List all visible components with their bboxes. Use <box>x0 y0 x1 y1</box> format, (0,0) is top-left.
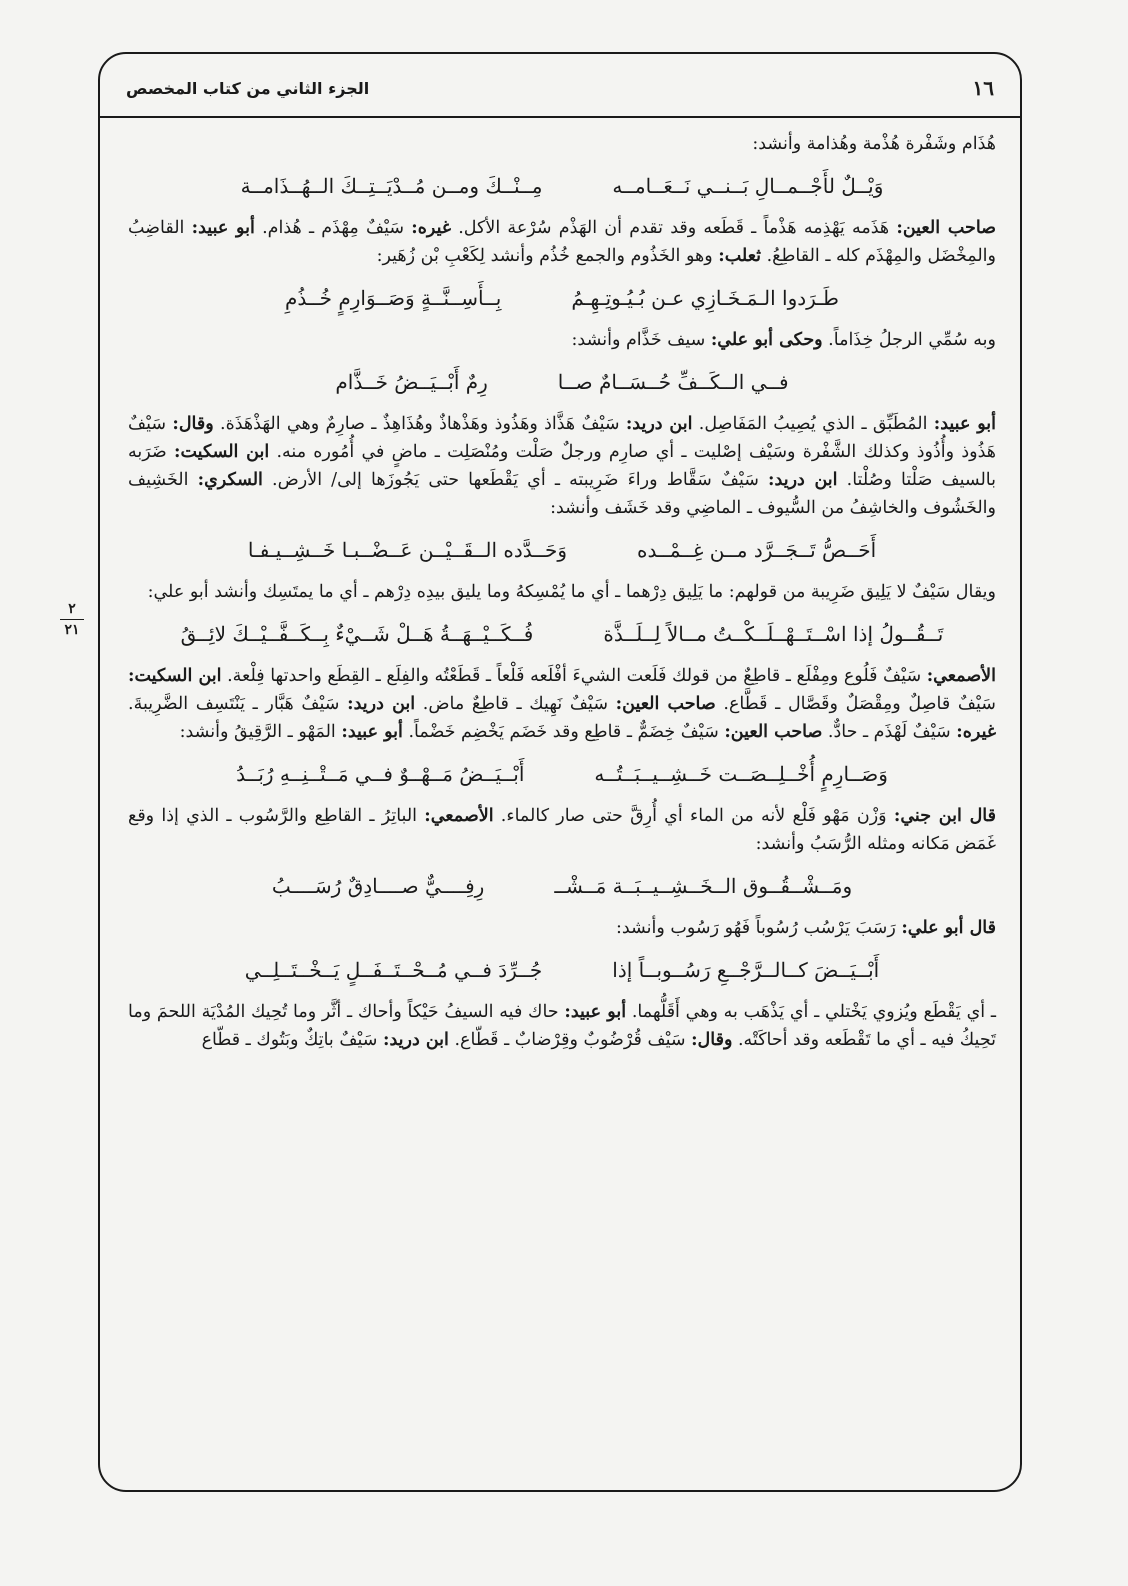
source-name: ابن السكيت: <box>127 666 222 686</box>
paragraph <box>128 214 996 270</box>
text-run: القاضِبُ والمِخْضَل والمِهْذَم كله ـ القاطِعُ. <box>128 218 996 266</box>
paragraph <box>128 802 996 858</box>
text-run: المُطَبِّق ـ الذي يُصِيبُ المَفَاصِل. <box>692 414 934 434</box>
header-rule <box>98 116 1022 118</box>
verse-line <box>128 620 996 648</box>
paragraph <box>128 130 996 158</box>
verse-line <box>128 872 996 900</box>
verse-line <box>128 368 996 396</box>
text-run: وَزْن مَهْو فَلْع لأنه من الماء أي أُرِقَّ حتى صار كالماء. <box>493 806 894 826</box>
hemistich-right: أَحَــصُّ تَــجَــرَّد مــن غِــمْــده <box>637 538 877 562</box>
text-run: وهو الخَذُوم والجمع خُذُم وأنشد لِكَعْبِ بْن زُهَير: <box>376 246 719 266</box>
text-run: المَهْو ـ الرَّقِيقُ وأنشد: <box>179 722 342 742</box>
source-name: وحكى أبو علي: <box>710 330 823 350</box>
source-name: ابن السكيت: <box>174 442 270 462</box>
source-name: الأصمعي: <box>926 666 996 686</box>
margin-ref-top: ٢ <box>68 601 76 617</box>
verse-line <box>128 956 996 984</box>
running-title: الجزء الثاني من كتاب المخصص <box>126 78 370 98</box>
hemistich-right: تَــقُــولُ إذا اسْــتَــهْــلَــكْــتُ مــالاً لِــلَــذَّة <box>603 622 944 646</box>
verse-line <box>128 172 996 200</box>
text-run: الخَشِيف والخَشُوف والخاشِفُ من السُّيوف ـ الماضِي وقد خَشَف وأنشد: <box>128 470 996 518</box>
hemistich-left: أَبْــيَــضُ مَــهْــوٌ فــي مَــتْــنِــهِ رُبَــدُ <box>236 762 525 786</box>
hemistich-left: رِمٌ أَبْــيَــضُ خَــذَّام <box>335 370 488 394</box>
source-name: قال ابن جني: <box>893 806 997 826</box>
source-name: ابن دريد: <box>383 1030 449 1050</box>
hemistich-right: وَيْــلٌ لأَجْــمــالِ بَــنــي نَــعَــامــه <box>612 174 884 198</box>
source-name: أبو عبيد: <box>564 1002 627 1022</box>
source-name: صاحب العين: <box>896 218 997 238</box>
text-run: سَيْفٌ هَبَّار ـ يَنْتَسِف الضَّرِيبةَ. <box>128 694 348 714</box>
source-name: غيره: <box>411 218 451 238</box>
paragraph <box>128 326 996 354</box>
text-run: سَيْفٌ باتِكٌ وبَتُوك ـ قطّاع <box>201 1030 383 1050</box>
verse-line <box>128 284 996 312</box>
verse-line <box>128 760 996 788</box>
text-run: سَيْفٌ فَلُوع ومِفْلَع ـ قاطِعٌ من قولك فَلَعت الشيءَ أفْلَعه فَلْعاً ـ قَطَعْتُه والفِلَع ـ القِطَع واحدتها فِلْعة. <box>221 666 927 686</box>
paragraph <box>128 998 996 1054</box>
text-run: الباتِرُ ـ القاطِع والرَّسُوب ـ الذي إذا وقع غَمَض مَكانه ومثله الرُّسَبُ وأنشد: <box>128 806 996 854</box>
text-run: سَيْفٌ مِهْذَم ـ هُذام. <box>254 218 412 238</box>
hemistich-left: وَحَــدَّده الــقَــيْــن عَــضْــبـا خَــشِــيـفـا <box>247 538 568 562</box>
text-run: ـ أي يَقْطَع ويُزوي يَخْتلي ـ أي يَذْهَب به وهي أَقَلُّهما. <box>626 1002 997 1022</box>
source-name: ابن دريد: <box>768 470 838 490</box>
text-run: رَسَبَ يَرْسُب رُسُوباً فَهُو رَسُوب وأنشد: <box>615 918 902 938</box>
paragraph <box>128 578 996 606</box>
margin-ref-bottom: ٢١ <box>64 622 80 638</box>
text-run: سَيْفٌ هَذُوذ وأُذُوذ وكذلك الشَّفْرة وسَيْف إصْليت ـ أي صارِم ورجلٌ صَلْت ومُنْصَلِت ـ ماضٍ في أُمُوره منه. <box>128 414 996 462</box>
hemistich-left: مِــنْــكَ ومــن مُــدْيَــتِــكَ الــهُــذَامــة <box>240 174 543 198</box>
text-run: سَيْفٌ سَقَّاط وراءَ ضَرِيبته ـ أي يَقْطَعها حتى يَجُوزَها إلى/ الأرض. <box>262 470 769 490</box>
paragraph <box>128 662 996 746</box>
hemistich-left: رِفِــــيٌّ صــــادِقٌ رُسَــــبُ <box>271 874 485 898</box>
text-run: ضَرَبه بالسيف صَلْتا وصُلْتا. <box>128 442 996 490</box>
text-run: سَيْفٌ خِضَمٌّ ـ قاطِع وقد خَضَم يَخْضِم خَضْماً. <box>402 722 725 742</box>
text-run: سَيْفٌ نَهِيك ـ قاطِعٌ ماض. <box>415 694 616 714</box>
hemistich-left: بِــأَسِــنَّــةٍ وَصَــوَارِمٍ خُــذُمِ <box>285 286 502 310</box>
hemistich-right: وَصَــارِمٍ أُخْــلِــصَــت خَــشِــيــبَــتُــه <box>594 762 888 786</box>
margin-folio-reference <box>60 602 84 637</box>
text-run: سَيْفٌ لَهْذَم ـ حادٌّ. <box>822 722 957 742</box>
hemistich-right: فــي الــكَــفِّ حُــسَــامٌ صــا <box>557 370 789 394</box>
hemistich-left: جُــرِّدَ فــي مُــحْــتَــفَــلٍ يَــخْــتَــلِــي <box>244 958 543 982</box>
source-name: ابن دريد: <box>625 414 693 434</box>
paragraph <box>128 914 996 942</box>
page-header <box>98 62 1022 114</box>
source-name: الأصمعي: <box>424 806 494 826</box>
hemistich-right: أَبْــيَــضَ كــالــرَّجْــعِ رَسُــوبــاً إذا <box>612 958 880 982</box>
page-body <box>128 130 996 1062</box>
text-run: وبه سُمِّي الرجلُ خِذَاماً. <box>822 330 996 350</box>
text-run: هُذَام وشَفْرة هُذْمة وهُذامة وأنشد: <box>752 134 996 154</box>
text-run: هَذَمه يَهْذِمه هَذْماً ـ قَطَعه وقد تقدم أن الهَذْم سُرْعة الأكل. <box>451 218 897 238</box>
hemistich-right: طَـرَدوا الـمَـخَـازِي عـن بُـيُـوتِـهِـمُ <box>571 286 839 310</box>
text-run: ويقال سَيْفٌ لا يَلِيق ضَرِيبة من قولهم: ما يَلِيق دِرْهما ـ أي ما يُمْسِكهُ وما يليق بيدِه دِرْهم ـ أي ما يمتَسِك وأنشد أبو علي: <box>147 582 996 602</box>
source-name: وقال: <box>172 414 214 434</box>
source-name: وقال: <box>691 1030 733 1050</box>
page-number: ١٦ <box>972 76 994 100</box>
source-name: ثعلب: <box>718 246 762 266</box>
text-run: سَيْفٌ هَذَّاذ وهَذُوذ وهَذْهاذٌ وهُذَاهِذٌ ـ صارِمٌ وهي الهَذْهَذَة. <box>213 414 626 434</box>
text-run: سَيْفٌ قاصِلٌ ومِقْصَلٌ وقَصَّال ـ قَطَّاع. <box>715 694 996 714</box>
text-run: سيف خَذَّام وأنشد: <box>571 330 711 350</box>
margin-ref-bar <box>60 619 84 620</box>
hemistich-right: ومَــشْــقُــوق الــخَــشِــيــبَــة مَــشْــ <box>554 874 853 898</box>
source-name: ابن دريد: <box>347 694 416 714</box>
source-name: أبو عبيد: <box>341 722 403 742</box>
text-run: حاك فيه السيفُ حَيْكاً وأحاك ـ أثَّر وما تُحِيك المُدْيَة اللحمَ وما تَحِيكُ فيه ـ أي ما تَقْطَعه وقد أحاكَتْه. <box>128 1002 996 1050</box>
source-name: قال أبو علي: <box>901 918 996 938</box>
source-name: صاحب العين: <box>724 722 823 742</box>
source-name: صاحب العين: <box>615 694 716 714</box>
source-name: السكري: <box>197 470 263 490</box>
verse-line <box>128 536 996 564</box>
source-name: أبو عبيد: <box>933 414 997 434</box>
paragraph <box>128 410 996 522</box>
text-run: سَيْف قُرْضُوبٌ وقِرْضابٌ ـ قَطّاع. <box>448 1030 692 1050</box>
source-name: غيره: <box>956 722 996 742</box>
source-name: أبو عبيد: <box>191 218 255 238</box>
hemistich-left: فُــكَــيْــهَــةُ هَــلْ شَــيْءٌ بِــكَــفَّــيْــكَ لائِــقُ <box>180 622 534 646</box>
